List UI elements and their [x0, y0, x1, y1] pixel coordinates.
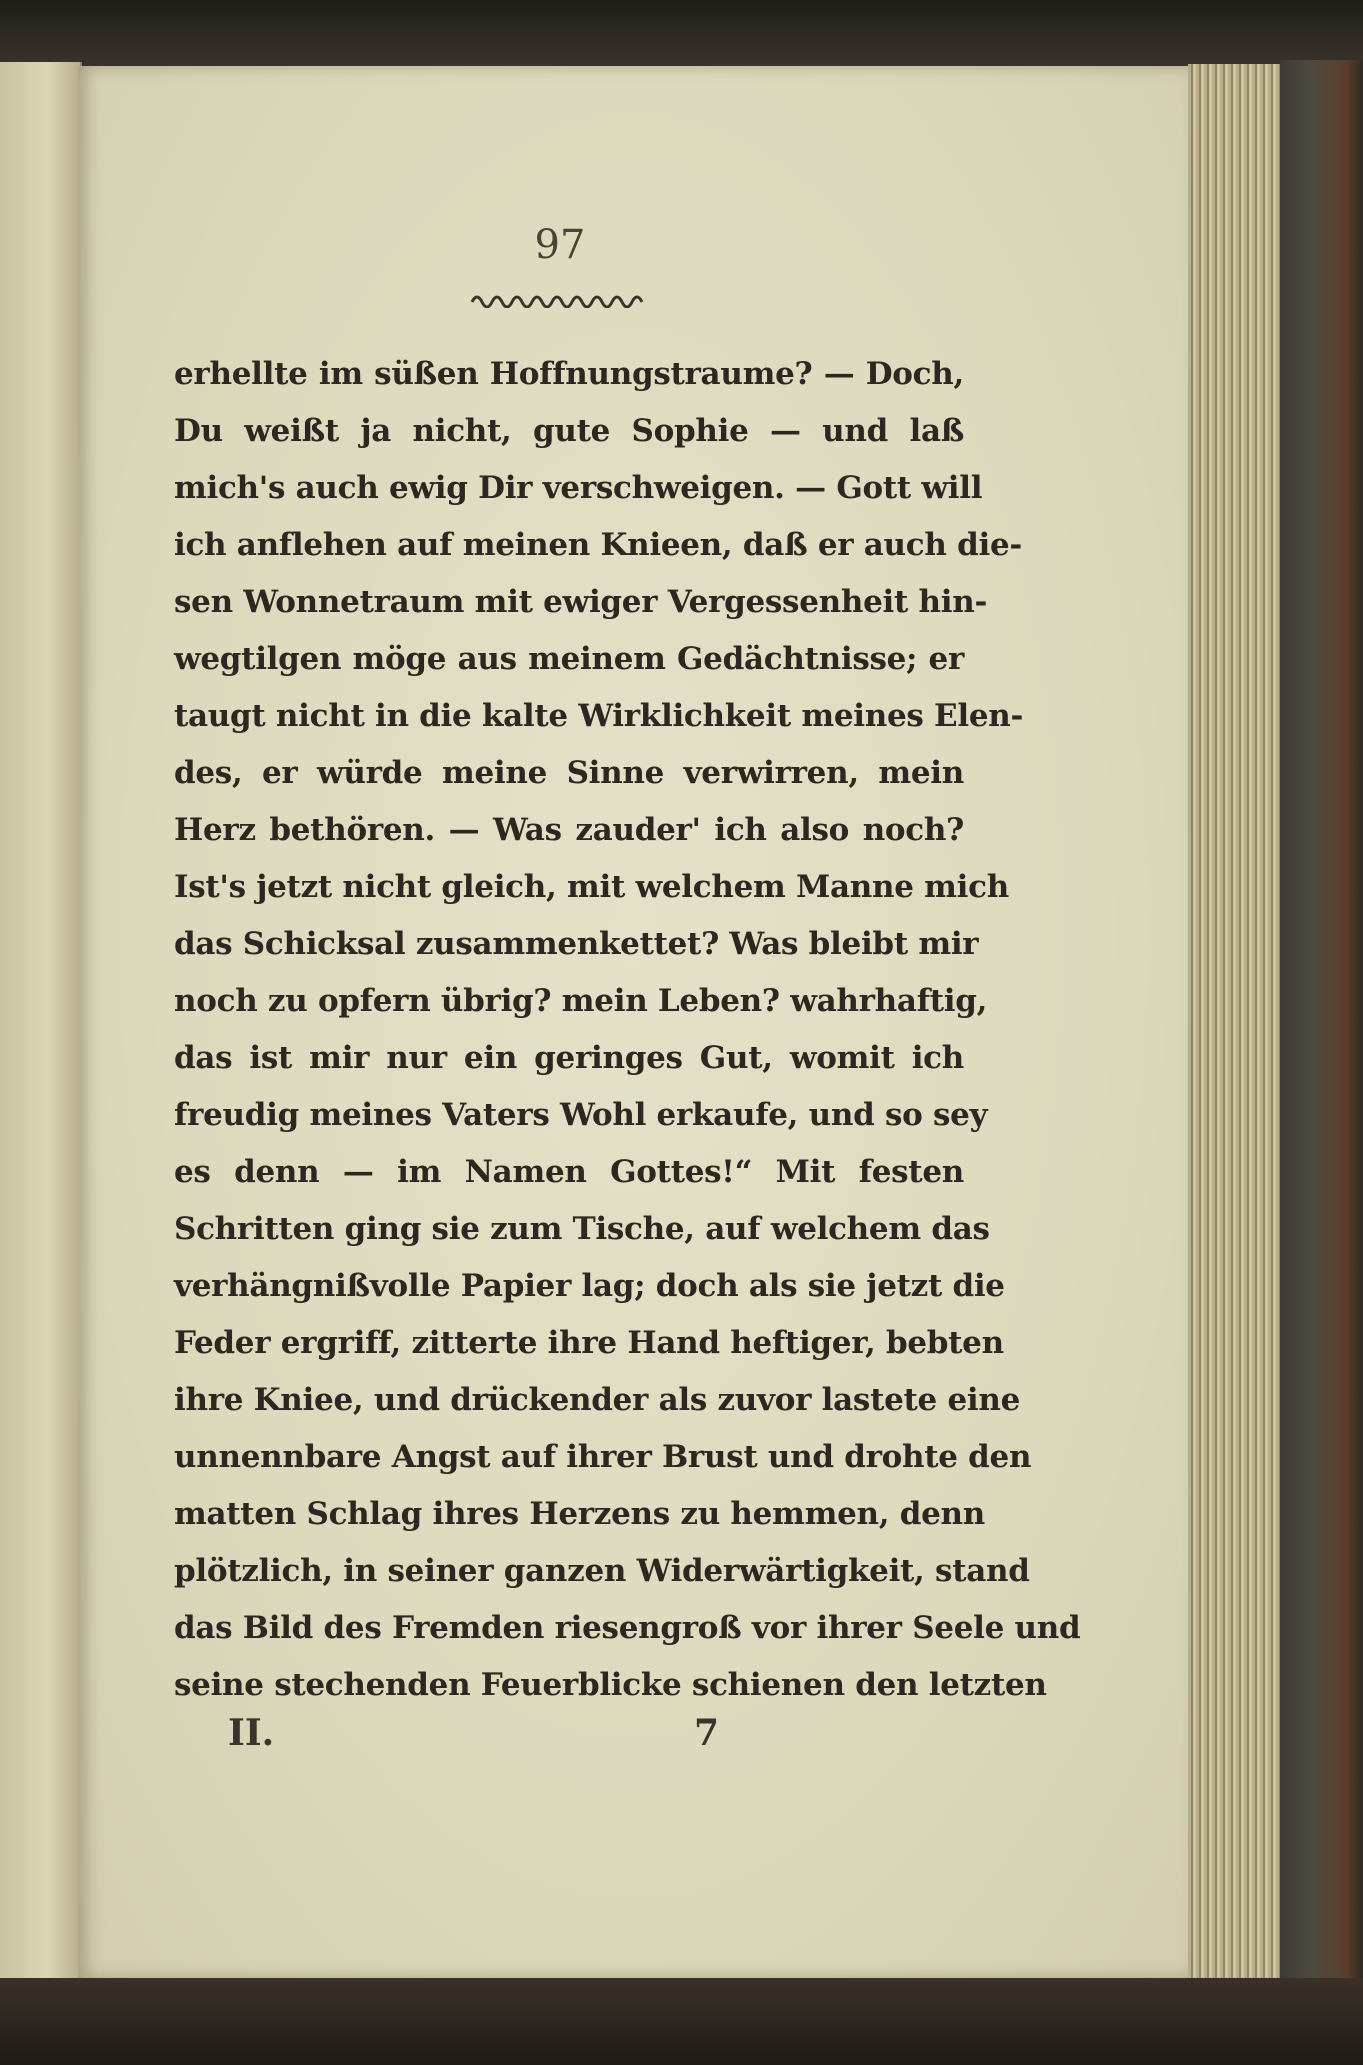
text-line: wegtilgen möge aus meinem Gedächtnisse; er	[174, 641, 964, 677]
text-line: das ist mir nur ein geringes Gut, womit ich	[174, 1040, 964, 1076]
text-line: seine stechenden Feuerblicke schienen den letzten	[174, 1667, 1047, 1703]
text-line: ich anflehen auf meinen Knieen, daß er auch die-	[174, 527, 1022, 563]
body-text	[174, 346, 1081, 1714]
text-line: Herz bethören. — Was zauder' ich also noch?	[174, 812, 964, 848]
text-line: sen Wonnetraum mit ewiger Vergessenheit hin-	[174, 584, 988, 620]
facing-page-edge	[0, 62, 82, 1982]
text-line: des, er würde meine Sinne verwirren, mein	[174, 755, 964, 791]
text-line: freudig meines Vaters Wohl erkaufe, und so sey	[174, 1097, 988, 1133]
book-cover	[1280, 60, 1363, 2065]
text-line: taugt nicht in die kalte Wirklichkeit meines Elen-	[174, 698, 1024, 734]
text-line: matten Schlag ihres Herzens zu hemmen, denn	[174, 1496, 986, 1532]
scan-background-top	[0, 0, 1363, 70]
scan-background-bottom	[0, 1978, 1363, 2065]
page-number: 97	[534, 222, 586, 268]
text-line: noch zu opfern übrig? mein Leben? wahrhaftig,	[174, 983, 988, 1019]
text-line: mich's auch ewig Dir verschweigen. — Gott will	[174, 470, 983, 506]
text-line: das Schicksal zusammenkettet? Was bleibt mir	[174, 926, 979, 962]
text-line: unnennbare Angst auf ihrer Brust und drohte den	[174, 1439, 1032, 1475]
text-line: Ist's jetzt nicht gleich, mit welchem Manne mich	[174, 869, 1009, 905]
text-line: das Bild des Fremden riesengroß vor ihrer Seele und	[174, 1610, 1081, 1646]
signature-volume: II.	[228, 1712, 275, 1754]
wavy-rule-ornament	[470, 288, 650, 308]
text-line: es denn — im Namen Gottes!“ Mit festen	[174, 1154, 964, 1190]
text-line: Feder ergriff, zitterte ihre Hand heftiger, bebten	[174, 1325, 1004, 1361]
text-line: verhängnißvolle Papier lag; doch als sie jetzt die	[174, 1268, 1005, 1304]
text-line: Schritten ging sie zum Tische, auf welchem das	[174, 1211, 990, 1247]
text-line: erhellte im süßen Hoffnungstraume? — Doch,	[174, 356, 964, 392]
signature-number: 7	[694, 1712, 720, 1754]
page-edges	[1188, 64, 1283, 1984]
text-line: plötzlich, in seiner ganzen Widerwärtigkeit, stand	[174, 1553, 1030, 1589]
text-line: Du weißt ja nicht, gute Sophie — und laß	[174, 413, 964, 449]
text-line: ihre Kniee, und drückender als zuvor lastete eine	[174, 1382, 1021, 1418]
